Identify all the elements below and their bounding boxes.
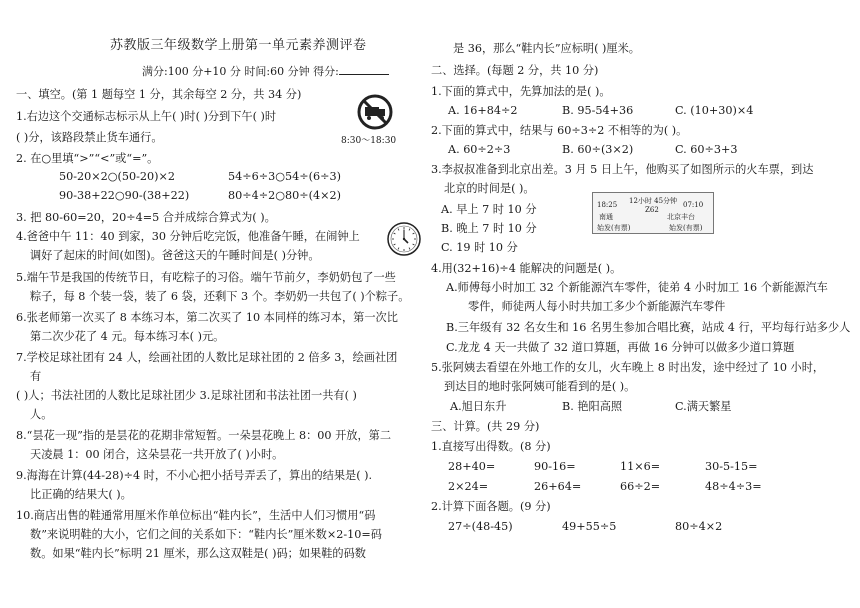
q1-line-a: 1.右边这个交通标志标示从上午( )时( )分到下午( )时 xyxy=(16,110,277,123)
alarm-clock-icon xyxy=(386,221,422,257)
calc-q1: 1.直接写出得数。(8 分) xyxy=(431,440,551,453)
choice-q1-c: C. (10+30)×4 xyxy=(675,104,754,117)
choice-q4-a-line2: 零件，师徒两人每小时共加工多少个新能源汽车零件 xyxy=(468,300,726,313)
choice-q5-c: C.满天繁星 xyxy=(675,400,732,413)
page-title: 苏教版三年级数学上册第一单元素养测评卷 xyxy=(110,38,367,53)
q8-line-b: 天凌晨 1：00 闭合，这朵昙花一共开放了( )小时。 xyxy=(30,448,284,461)
q8-line-a: 8.“昙花一现”指的是昙花的花期非常短暂。一朵昙花晚上 8：00 开放，第二 xyxy=(16,429,392,442)
choice-q4-b: B.三年级有 32 名女生和 16 名男生参加合唱比赛，站成 4 行，平均每行站多少人 xyxy=(446,321,851,334)
choice-q2-b: B. 60÷(3×2) xyxy=(562,143,634,156)
choice-q1-a: A. 16+84÷2 xyxy=(448,104,518,117)
ticket-to: 北京丰台 xyxy=(667,213,695,221)
choice-q4-a-line1: A.师傅每小时加工 32 个新能源汽车零件，徒弟 4 小时加工 16 个新能源汽车 xyxy=(446,281,828,294)
choice-q4: 4.用(32+16)÷4 能解决的问题是( )。 xyxy=(431,262,622,275)
sign-caption: 8:30～18:30 xyxy=(341,136,397,146)
ticket-duration: 12小时 45分钟 xyxy=(629,197,678,205)
choice-q3-c: C. 19 时 10 分 xyxy=(441,241,518,254)
choice-q2: 2.下面的算式中，结果与 60÷3÷2 不相等的为( )。 xyxy=(431,124,688,137)
choice-q5-line-b: 到达目的地时张阿姨可能看到的是( )。 xyxy=(444,380,636,393)
choice-q5-a: A.旭日东升 xyxy=(450,400,507,413)
choice-q2-c: C. 60÷3+3 xyxy=(675,143,738,156)
choice-q3-b: B. 晚上 7 时 10 分 xyxy=(441,222,537,235)
q10-line-a: 10.商店出售的鞋通常用厘米作单位标出“鞋内长”，生活中人们习惯用“码 xyxy=(16,509,376,522)
calc-item: 27÷(48-45) xyxy=(448,520,513,533)
q7-line-b: 有 xyxy=(30,370,42,383)
q7-line-d: 人。 xyxy=(30,408,53,421)
q2-item-3: 90-38+22○90-(38+22) xyxy=(59,189,190,202)
ticket-from: 南通 xyxy=(599,213,613,221)
ticket-train-code: Z62 xyxy=(645,206,659,214)
q6-line-b: 第二次少花了 4 元。每本练习本( )元。 xyxy=(30,330,225,343)
q2-item-2: 54÷6÷3○54÷(6÷3) xyxy=(228,170,341,183)
section-1-heading: 一、填空。(第 1 题每空 1 分，其余每空 2 分，共 34 分) xyxy=(16,88,302,101)
q9-line-b: 比正确的结果大( )。 xyxy=(30,488,132,501)
calc-item: 66÷2= xyxy=(620,480,661,493)
calc-item: 28+40= xyxy=(448,460,496,473)
section-2-heading: 二、选择。(每题 2 分，共 10 分) xyxy=(431,64,599,77)
choice-q3-line-b: 北京的时间是( )。 xyxy=(444,182,535,195)
calc-item: 90-16= xyxy=(534,460,576,473)
calc-item: 30-5-15= xyxy=(705,460,758,473)
ticket-depart-time: 18:25 xyxy=(597,201,618,209)
q7-line-c: ( )人；书法社团的人数比足球社团少 3.足球社团和书法社团一共有( ) xyxy=(16,389,357,402)
train-ticket xyxy=(592,192,714,234)
section-3-heading: 三、计算。(共 29 分) xyxy=(431,420,540,433)
ticket-arrive-time: 07:10 xyxy=(683,201,704,209)
choice-q2-a: A. 60÷2÷3 xyxy=(448,143,511,156)
q9-line-a: 9.海海在计算(44-28)÷4 时，不小心把小括号弄丢了，算出的结果是( ). xyxy=(16,469,373,482)
q3: 3. 把 80-60=20，20÷4=5 合并成综合算式为( )。 xyxy=(16,211,276,224)
q2-item-1: 50-20×2○(50-20)×2 xyxy=(59,170,175,183)
calc-item: 26+64= xyxy=(534,480,582,493)
choice-q5-line-a: 5.张阿姨去看望在外地工作的女儿，火车晚上 8 时出发，途中经过了 10 小时， xyxy=(431,361,825,374)
q5-line-b: 粽子，每 8 个装一袋，装了 6 袋，还剩下 3 个。李奶奶一共包了( )个粽子。 xyxy=(30,290,410,303)
choice-q3-a: A. 早上 7 时 10 分 xyxy=(441,203,537,216)
q1-line-b: ( )分，该路段禁止货车通行。 xyxy=(16,131,163,144)
choice-q3-line-a: 3.李叔叔准备到北京出差。3 月 5 日上午，他购买了如图所示的火车票，到达 xyxy=(431,163,814,176)
calc-item: 2×24= xyxy=(448,480,489,493)
q4-line-b: 调好了起床的时间(如图)。爸爸这天的午睡时间是( )分钟。 xyxy=(30,249,320,262)
score-blank[interactable] xyxy=(339,64,389,75)
choice-q5-b: B. 艳阳高照 xyxy=(562,400,623,413)
score-info: 满分:100 分+10 分 时间:60 分钟 得分: xyxy=(142,65,339,78)
choice-q4-c: C.龙龙 4 天一共做了 32 道口算题，再做 16 分钟可以做多少道口算题 xyxy=(446,341,795,354)
q4-line-a: 4.爸爸中午 11：40 到家，30 分钟后吃完饭，他准备午睡，在闹钟上 xyxy=(16,230,360,243)
calc-item: 48÷4÷3= xyxy=(705,480,762,493)
calc-item: 49+55÷5 xyxy=(562,520,617,533)
q10-line-b: 数”来说明鞋的大小，它们之间的关系如下：“鞋内长”厘米数×2-10=码 xyxy=(30,528,382,541)
score-line xyxy=(142,64,389,79)
q10-line-c: 数。如果“鞋内长”标明 21 厘米，那么这双鞋是( )码；如果鞋的码数 xyxy=(30,547,366,560)
q2-item-4: 80÷4÷2○80÷(4×2) xyxy=(228,189,341,202)
calc-item: 11×6= xyxy=(620,460,661,473)
calc-q2: 2.计算下面各题。(9 分) xyxy=(431,500,551,513)
choice-q1: 1.下面的算式中，先算加法的是( )。 xyxy=(431,85,611,98)
no-truck-sign-icon xyxy=(357,94,393,130)
calc-item: 80÷4×2 xyxy=(675,520,723,533)
q10-continuation: 是 36，那么“鞋内长”应标明( )厘米。 xyxy=(453,42,640,55)
q6-line-a: 6.张老师第一次买了 8 本练习本，第二次买了 10 本同样的练习本，第一次比 xyxy=(16,311,398,324)
ticket-to-note: 始发(有票) xyxy=(669,224,703,232)
q7-line-a: 7.学校足球社团有 24 人，绘画社团的人数比足球社团的 2 倍多 3，绘画社团 xyxy=(16,351,398,364)
ticket-from-note: 始发(有票) xyxy=(597,224,631,232)
q2-prompt: 2. 在○里填“>”“<”或“=”。 xyxy=(16,152,159,165)
q5-line-a: 5.端午节是我国的传统节日，有吃粽子的习俗。端午节前夕，李奶奶包了一些 xyxy=(16,271,396,284)
choice-q1-b: B. 95-54+36 xyxy=(562,104,634,117)
